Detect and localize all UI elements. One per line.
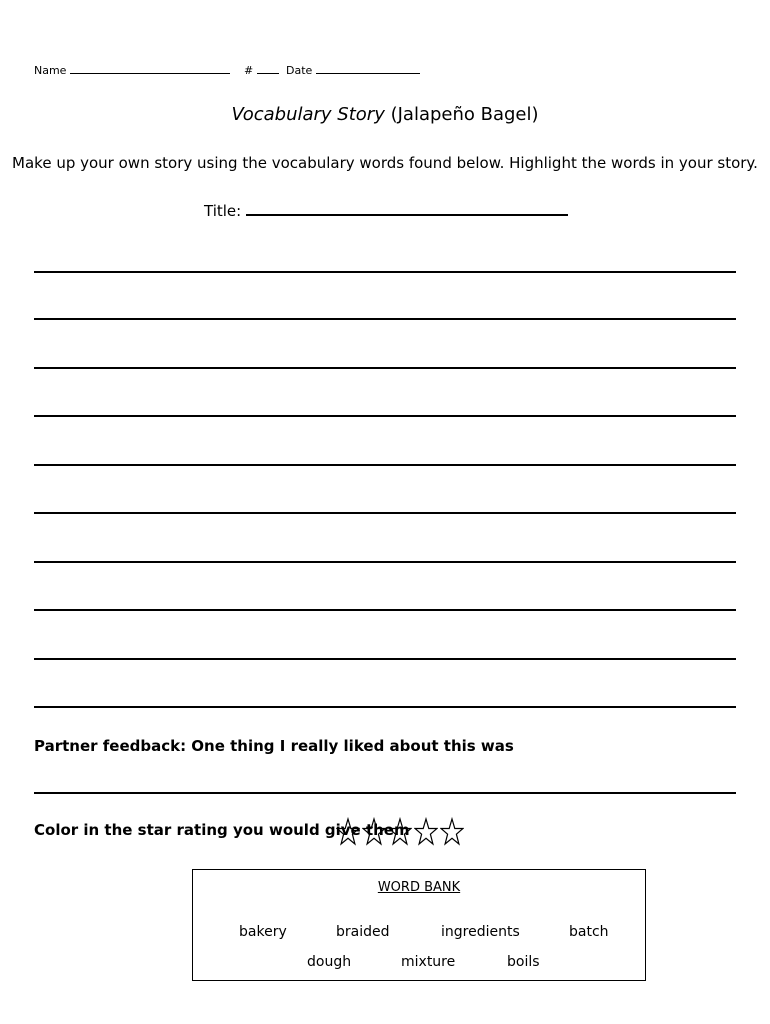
date-blank[interactable] bbox=[316, 73, 420, 74]
story-title-label: Title: bbox=[204, 202, 242, 220]
writing-line[interactable] bbox=[34, 609, 736, 611]
writing-line[interactable] bbox=[34, 658, 736, 660]
number-field bbox=[244, 64, 279, 77]
worksheet-title bbox=[0, 104, 770, 125]
title-italic: Vocabulary Story bbox=[231, 104, 385, 125]
rating-prompt: Color in the star rating you would give them bbox=[34, 821, 410, 839]
word-bank-title: WORD BANK bbox=[377, 880, 461, 895]
instructions: Make up your own story using the vocabulary words found below. Highlight the words in your story. bbox=[12, 154, 758, 172]
word-bank-word: braided bbox=[336, 924, 390, 940]
star-icon[interactable] bbox=[362, 817, 386, 847]
writing-line[interactable] bbox=[34, 367, 736, 369]
writing-line[interactable] bbox=[34, 561, 736, 563]
writing-line[interactable] bbox=[34, 415, 736, 417]
word-bank-word: boils bbox=[507, 954, 540, 970]
word-bank-word: batch bbox=[569, 924, 609, 940]
date-field bbox=[286, 64, 420, 77]
story-title-blank[interactable] bbox=[246, 214, 568, 216]
date-label: Date bbox=[286, 64, 313, 77]
feedback-line[interactable] bbox=[34, 792, 736, 794]
writing-line[interactable] bbox=[34, 512, 736, 514]
writing-line[interactable] bbox=[34, 271, 736, 273]
name-field bbox=[34, 64, 230, 77]
story-title-field bbox=[204, 202, 568, 220]
word-bank-word: bakery bbox=[239, 924, 287, 940]
writing-line[interactable] bbox=[34, 318, 736, 320]
feedback-prompt: Partner feedback: One thing I really liked about this was bbox=[34, 737, 514, 755]
star-icon[interactable] bbox=[336, 817, 360, 847]
word-bank-word: mixture bbox=[401, 954, 456, 970]
number-blank[interactable] bbox=[257, 73, 279, 74]
star-icon[interactable] bbox=[414, 817, 438, 847]
word-bank bbox=[192, 869, 646, 981]
number-label: # bbox=[244, 64, 254, 77]
writing-line[interactable] bbox=[34, 464, 736, 466]
word-bank-word: ingredients bbox=[441, 924, 520, 940]
title-subject: (Jalapeño Bagel) bbox=[384, 104, 539, 125]
star-icon[interactable] bbox=[440, 817, 464, 847]
writing-line[interactable] bbox=[34, 706, 736, 708]
star-icon[interactable] bbox=[388, 817, 412, 847]
name-label: Name bbox=[34, 64, 67, 77]
word-bank-word: dough bbox=[307, 954, 352, 970]
name-blank[interactable] bbox=[70, 73, 230, 74]
